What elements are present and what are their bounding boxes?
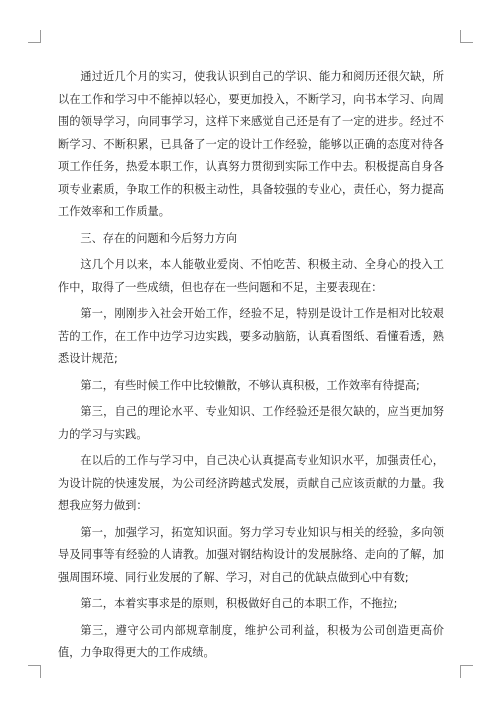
crop-mark-top-right (460, 30, 473, 43)
paragraph-study-progress: 通过近几个月的实习，使我认识到自己的学识、能力和阅历还很欠缺，所以在工作和学习中不能掉以轻心，要更加投入，不断学习，向书本学习、向周围的领导学习，向同事学习，这样下来感觉自己还是有了一定的进步。经过不断学习、不断积累，已具备了一定的设计工作经验，能够以正确的态度对待各项工作任务，热爱本职工作，认真努力贯彻到实际工作中去。积极提高自身各项专业素质，争取工作的积极主动性，具备较强的专业心，责任心，努力提高工作效率和工作质量。 (58, 70, 444, 218)
crop-mark-top-left (28, 30, 41, 43)
paragraph-goal-1: 第一，加强学习，拓宽知识面。努力学习专业知识与相关的经验，多向领导及同事等有经验的人请教。加强对钢结构设计的发展脉络、走向的了解，加强周围环境、同行业发展的了解、学习，对自己的优缺点做到心中有数; (58, 525, 444, 584)
crop-mark-bottom-right (460, 665, 473, 678)
section-heading-problems: 三、存在的问题和今后努力方向 (80, 231, 238, 245)
document-body (58, 66, 444, 665)
paragraph-issue-3: 第三，自己的理论水平、专业知识、工作经验还是很欠缺的，应当更加努力的学习与实践。 (58, 405, 444, 441)
paragraph-goal-2: 第二，本着实事求是的原则，积极做好自己的本职工作，不拖拉; (80, 597, 398, 610)
paragraph-issue-1: 第一，刚刚步入社会开始工作，经验不足，特别是设计工作是相对比较艰苦的工作，在工作中边学习边实践，要多动脑筋，认真看图纸、看懂看透，熟悉设计规范; (58, 307, 444, 365)
paragraph-issue-2: 第二，有些时候工作中比较懒散，不够认真积极，工作效率有待提高; (80, 378, 420, 392)
paragraph-future: 在以后的工作与学习中，自己决心认真提高专业知识水平，加强责任心，为设计院的快速发展，为公司经济跨越式发展，贡献自己应该贡献的力量。我想我应努力做到： (58, 454, 444, 512)
crop-mark-bottom-left (28, 665, 41, 678)
paragraph-overview: 这几个月以来，本人能敬业爱岗、不怕吃苦、积极主动、全身心的投入工作中，取得了一些成绩，但也存在一些问题和不足，主要表现在： (58, 258, 444, 294)
paragraph-goal-3: 第三，遵守公司内部规章制度，维护公司利益，积极为公司创造更高价值，力争取得更大的工作成绩。 (58, 623, 444, 659)
